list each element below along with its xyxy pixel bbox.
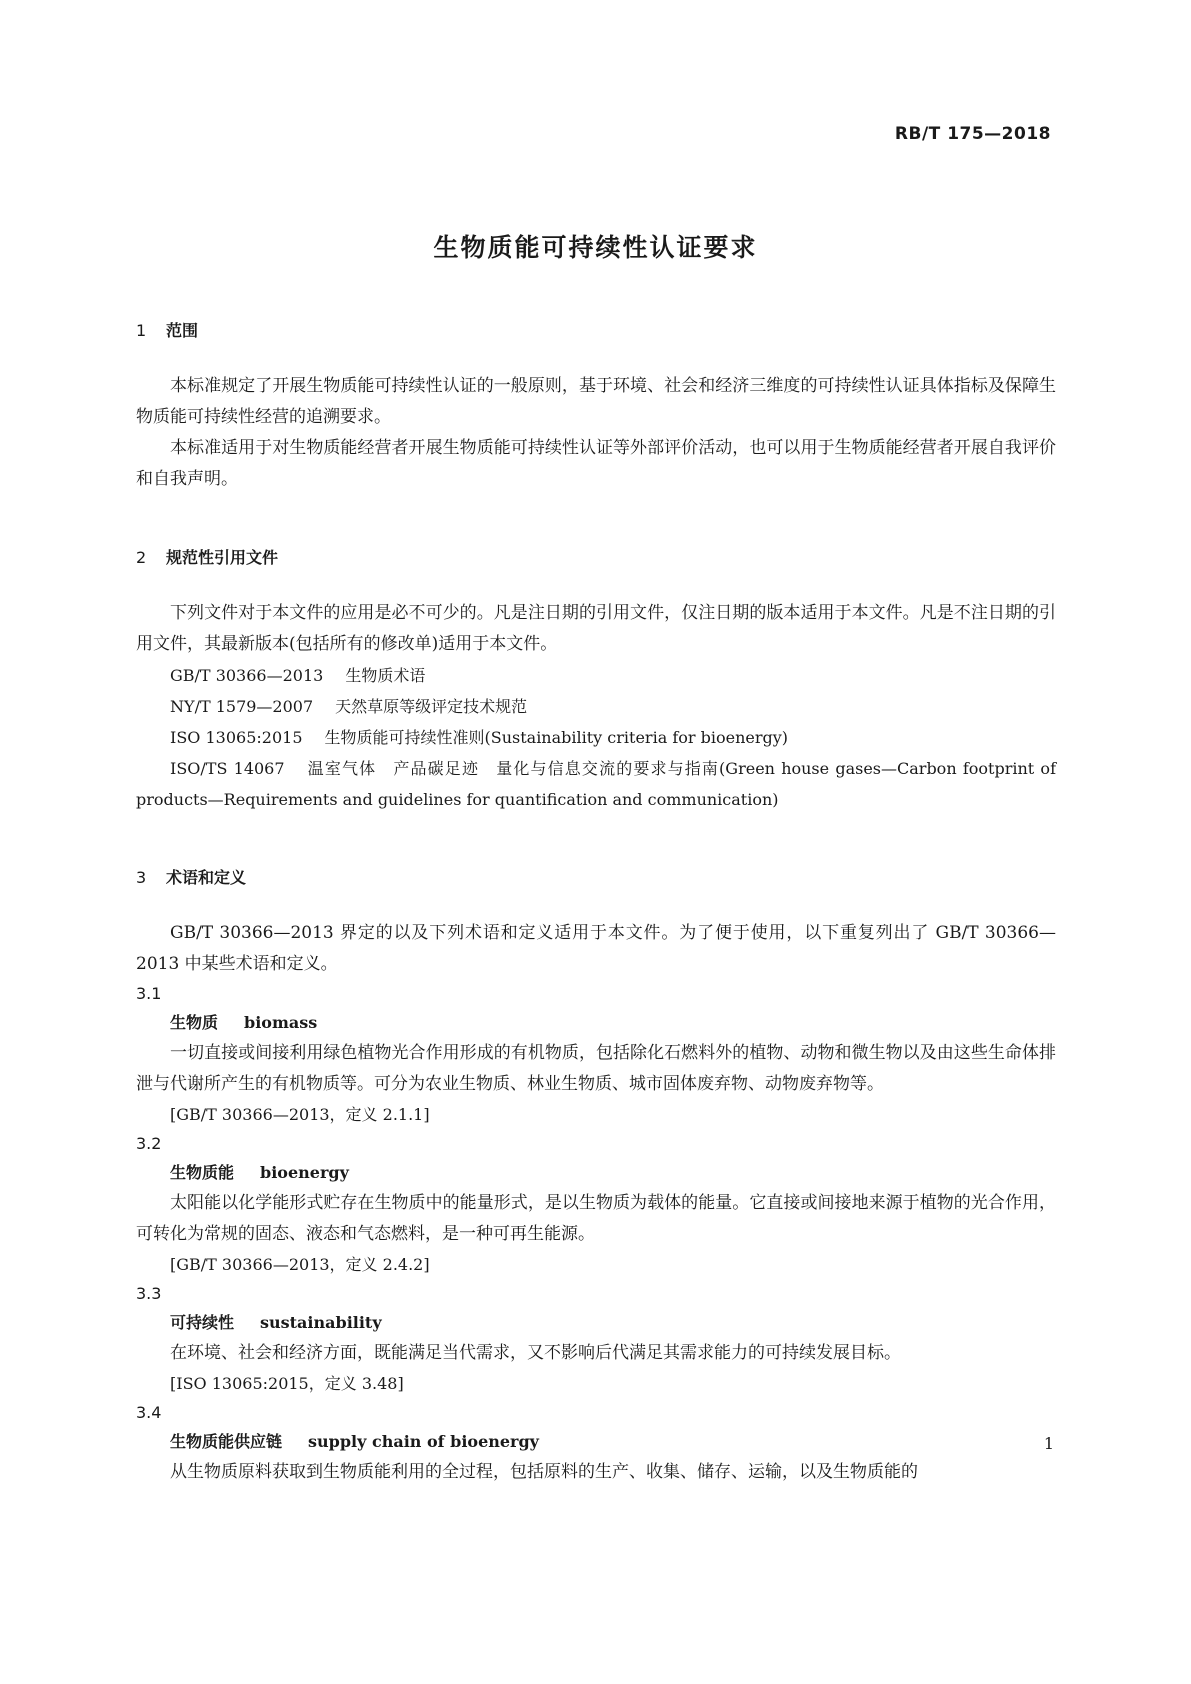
term-name-zh: 生物质能供应链 <box>170 1432 283 1451</box>
term-name-en: bioenergy <box>260 1163 349 1182</box>
reference-code: ISO 13065:2015 <box>170 728 303 747</box>
term-number: 3.1 <box>136 984 162 1003</box>
term-name <box>136 1008 1056 1038</box>
term-name-zh: 生物质 <box>170 1013 219 1032</box>
reference-item <box>136 753 1056 815</box>
term-name <box>136 1158 1056 1188</box>
standard-code: RB/T 175—2018 <box>894 124 1051 144</box>
document-body <box>136 318 1056 1488</box>
paragraph: 下列文件对于本文件的应用是必不可少的。凡是注日期的引用文件，仅注日期的版本适用于本文件。凡是不注日期的引用文件，其最新版本(包括所有的修改单)适用于本文件。 <box>136 603 1056 654</box>
paragraph: GB/T 30366—2013 界定的以及下列术语和定义适用于本文件。为了便于使用，以下重复列出了 GB/T 30366—2013 中某些术语和定义。 <box>136 923 1056 974</box>
term-name <box>136 1427 1056 1457</box>
term-name-en: supply chain of bioenergy <box>308 1432 539 1451</box>
term-name-zh: 生物质能 <box>170 1163 235 1182</box>
term-name-zh: 可持续性 <box>170 1313 235 1332</box>
term-name-en: biomass <box>244 1013 318 1032</box>
term-source: [ISO 13065:2015，定义 3.48] <box>170 1374 404 1393</box>
reference-name: 生物质能可持续性准则(Sustainability criteria for bioenergy) <box>324 728 789 747</box>
document-title: 生物质能可持续性认证要求 <box>433 233 758 262</box>
section-title: 范围 <box>166 321 199 340</box>
section-number: 2 <box>136 548 147 567</box>
term-definition: 一切直接或间接利用绿色植物光合作用形成的有机物质，包括除化石燃料外的植物、动物和微生物以及由这些生命体排泄与代谢所产生的有机物质等。可分为农业生物质、林业生物质、城市固体废弃物、动物废弃物等。 <box>136 1043 1056 1094</box>
term-source: [GB/T 30366—2013，定义 2.1.1] <box>170 1105 430 1124</box>
section-number: 3 <box>136 868 147 887</box>
term-number: 3.4 <box>136 1403 162 1422</box>
paragraph: 本标准规定了开展生物质能可持续性认证的一般原则，基于环境、社会和经济三维度的可持续性认证具体指标及保障生物质能可持续性经营的追溯要求。 <box>136 376 1056 427</box>
section-number: 1 <box>136 321 147 340</box>
reference-code: ISO/TS 14067 <box>170 759 285 778</box>
reference-code: NY/T 1579—2007 <box>170 697 314 716</box>
reference-name: 生物质术语 <box>345 666 426 685</box>
section-heading-terms-and-definitions <box>136 865 1056 888</box>
section-heading-normative-references <box>136 545 1056 568</box>
term-definition: 从生物质原料获取到生物质能利用的全过程，包括原料的生产、收集、储存、运输，以及生物质能的 <box>170 1462 918 1482</box>
reference-code: GB/T 30366—2013 <box>170 666 324 685</box>
reference-item <box>136 660 1056 691</box>
term-definition: 太阳能以化学能形式贮存在生物质中的能量形式，是以生物质为载体的能量。它直接或间接地来源于植物的光合作用，可转化为常规的固态、液态和气态燃料，是一种可再生能源。 <box>136 1193 1056 1244</box>
section-heading-scope <box>136 318 1056 341</box>
page-number: 1 <box>1043 1434 1054 1453</box>
reference-name: 温室气体 产品碳足迹 量化与信息交流的要求与指南(Green house gases—Carbon footprint of products—Requirements and guidelines for quantification and communication) <box>136 759 1056 809</box>
paragraph: 本标准适用于对生物质能经营者开展生物质能可持续性认证等外部评价活动，也可以用于生物质能经营者开展自我评价和自我声明。 <box>136 438 1056 489</box>
section-title: 术语和定义 <box>166 868 247 887</box>
term-number: 3.2 <box>136 1134 162 1153</box>
term-source: [GB/T 30366—2013，定义 2.4.2] <box>170 1255 430 1274</box>
term-definition: 在环境、社会和经济方面，既能满足当代需求，又不影响后代满足其需求能力的可持续发展目标。 <box>170 1343 901 1363</box>
reference-item <box>136 722 1056 753</box>
term-name <box>136 1308 1056 1338</box>
term-name-en: sustainability <box>260 1313 382 1332</box>
reference-item <box>136 691 1056 722</box>
reference-name: 天然草原等级评定技术规范 <box>335 697 528 716</box>
term-number: 3.3 <box>136 1284 162 1303</box>
section-title: 规范性引用文件 <box>166 548 279 567</box>
